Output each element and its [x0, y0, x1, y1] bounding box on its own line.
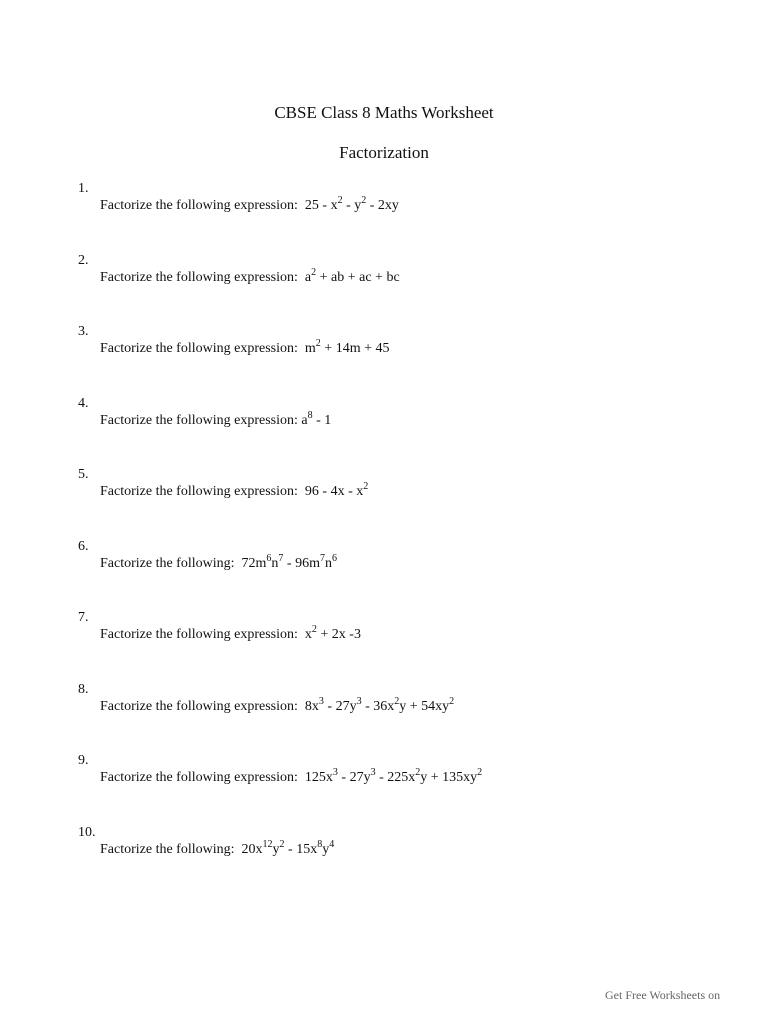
exponent: 2	[477, 767, 483, 778]
question-text	[100, 266, 400, 286]
question-item	[0, 324, 768, 384]
question-item	[0, 682, 768, 742]
exponent: 3	[356, 695, 362, 707]
question-text	[100, 838, 335, 858]
expression-term: n	[271, 555, 279, 571]
expression-term: m	[304, 341, 316, 356]
question-text	[100, 338, 390, 357]
exponent: 7	[278, 552, 284, 564]
exponent: 3	[332, 767, 338, 778]
question-item	[0, 539, 768, 599]
exponent: 2	[361, 195, 367, 206]
expression-term: - 27y	[323, 698, 357, 714]
expression-term: 125x	[304, 770, 333, 785]
expression-term: 25 - x	[304, 198, 338, 213]
page-title: CBSE Class 8 Maths Worksheet	[274, 103, 494, 122]
exponent: 12	[262, 838, 273, 850]
question-number: 6.	[78, 538, 89, 554]
question-number: 9.	[78, 753, 89, 768]
question-prompt: Factorize the following expression:	[100, 412, 298, 428]
question-number: 8.	[78, 681, 89, 697]
expression-term: - 36x	[361, 698, 395, 714]
expression-term: - 1	[312, 412, 332, 428]
expression-term: a	[304, 269, 312, 285]
question-item	[0, 753, 768, 813]
expression-term: 20x	[241, 841, 263, 857]
expression-term: y	[272, 841, 280, 857]
question-expression	[301, 409, 332, 428]
question-prompt: Factorize the following:	[100, 841, 235, 857]
question-number: 10.	[78, 824, 96, 840]
question-prompt: Factorize the following expression:	[100, 341, 298, 356]
question-text	[100, 624, 361, 643]
question-expression	[241, 552, 337, 571]
question-text	[100, 767, 483, 786]
expression-term: - 27y	[337, 770, 371, 785]
expression-term: a	[301, 412, 308, 428]
exponent: 2	[311, 624, 317, 635]
expression-term: - 96m	[283, 555, 320, 571]
question-prompt: Factorize the following expression:	[100, 770, 298, 785]
question-prompt: Factorize the following expression:	[100, 269, 298, 285]
question-item	[0, 181, 768, 241]
exponent: 2	[337, 195, 343, 206]
question-text	[100, 195, 399, 214]
expression-term: n	[324, 555, 332, 571]
exponent: 6	[266, 552, 272, 564]
question-prompt: Factorize the following expression:	[100, 484, 298, 499]
exponent: 2	[363, 481, 369, 492]
question-expression	[304, 695, 455, 714]
question-number: 5.	[78, 467, 89, 482]
exponent: 2	[449, 695, 455, 707]
question-item	[0, 253, 768, 313]
expression-term: y + 54xy	[399, 698, 450, 714]
question-expression	[304, 266, 400, 285]
question-prompt: Factorize the following expression:	[100, 198, 298, 213]
question-expression	[304, 481, 369, 499]
expression-term: 72m	[241, 555, 267, 571]
question-text	[100, 481, 369, 500]
expression-term: + ab + ac + bc	[316, 269, 400, 285]
expression-term: x	[304, 627, 312, 642]
question-number: 7.	[78, 610, 89, 625]
expression-term: - 225x	[375, 770, 416, 785]
exponent: 8	[317, 838, 323, 850]
expression-term: y + 135xy	[420, 770, 478, 785]
question-expression	[304, 767, 483, 785]
question-number: 1.	[78, 181, 89, 196]
exponent: 6	[331, 552, 337, 564]
expression-term: y	[322, 841, 330, 857]
exponent: 4	[329, 838, 335, 850]
question-prompt: Factorize the following expression:	[100, 698, 298, 714]
question-expression	[304, 624, 361, 642]
expression-term: + 2x -3	[316, 627, 361, 642]
question-item	[0, 467, 768, 527]
question-item	[0, 396, 768, 456]
footer-text: Get Free Worksheets on	[605, 988, 721, 1002]
exponent: 3	[370, 767, 376, 778]
question-number: 4.	[78, 395, 89, 411]
expression-term: - 2xy	[366, 198, 399, 213]
exponent: 7	[319, 552, 325, 564]
question-item	[0, 610, 768, 670]
expression-term: 8x	[304, 698, 319, 714]
question-text	[100, 409, 332, 429]
question-expression	[304, 195, 399, 213]
expression-term: 96 - 4x - x	[304, 484, 364, 499]
question-number: 3.	[78, 324, 89, 339]
exponent: 2	[279, 838, 285, 850]
exponent: 3	[318, 695, 324, 707]
exponent: 2	[311, 266, 317, 278]
question-expression	[304, 338, 390, 356]
expression-term: + 14m + 45	[320, 341, 390, 356]
page-subtitle: Factorization	[339, 143, 429, 162]
exponent: 8	[307, 409, 313, 421]
exponent: 2	[315, 338, 321, 349]
question-prompt: Factorize the following:	[100, 555, 235, 571]
question-expression	[241, 838, 335, 857]
question-text	[100, 695, 455, 715]
exponent: 2	[394, 695, 400, 707]
expression-term: - y	[342, 198, 362, 213]
question-number: 2.	[78, 252, 89, 268]
question-text	[100, 552, 337, 572]
question-prompt: Factorize the following expression:	[100, 627, 298, 642]
question-item	[0, 825, 768, 885]
exponent: 2	[415, 767, 421, 778]
expression-term: - 15x	[284, 841, 318, 857]
